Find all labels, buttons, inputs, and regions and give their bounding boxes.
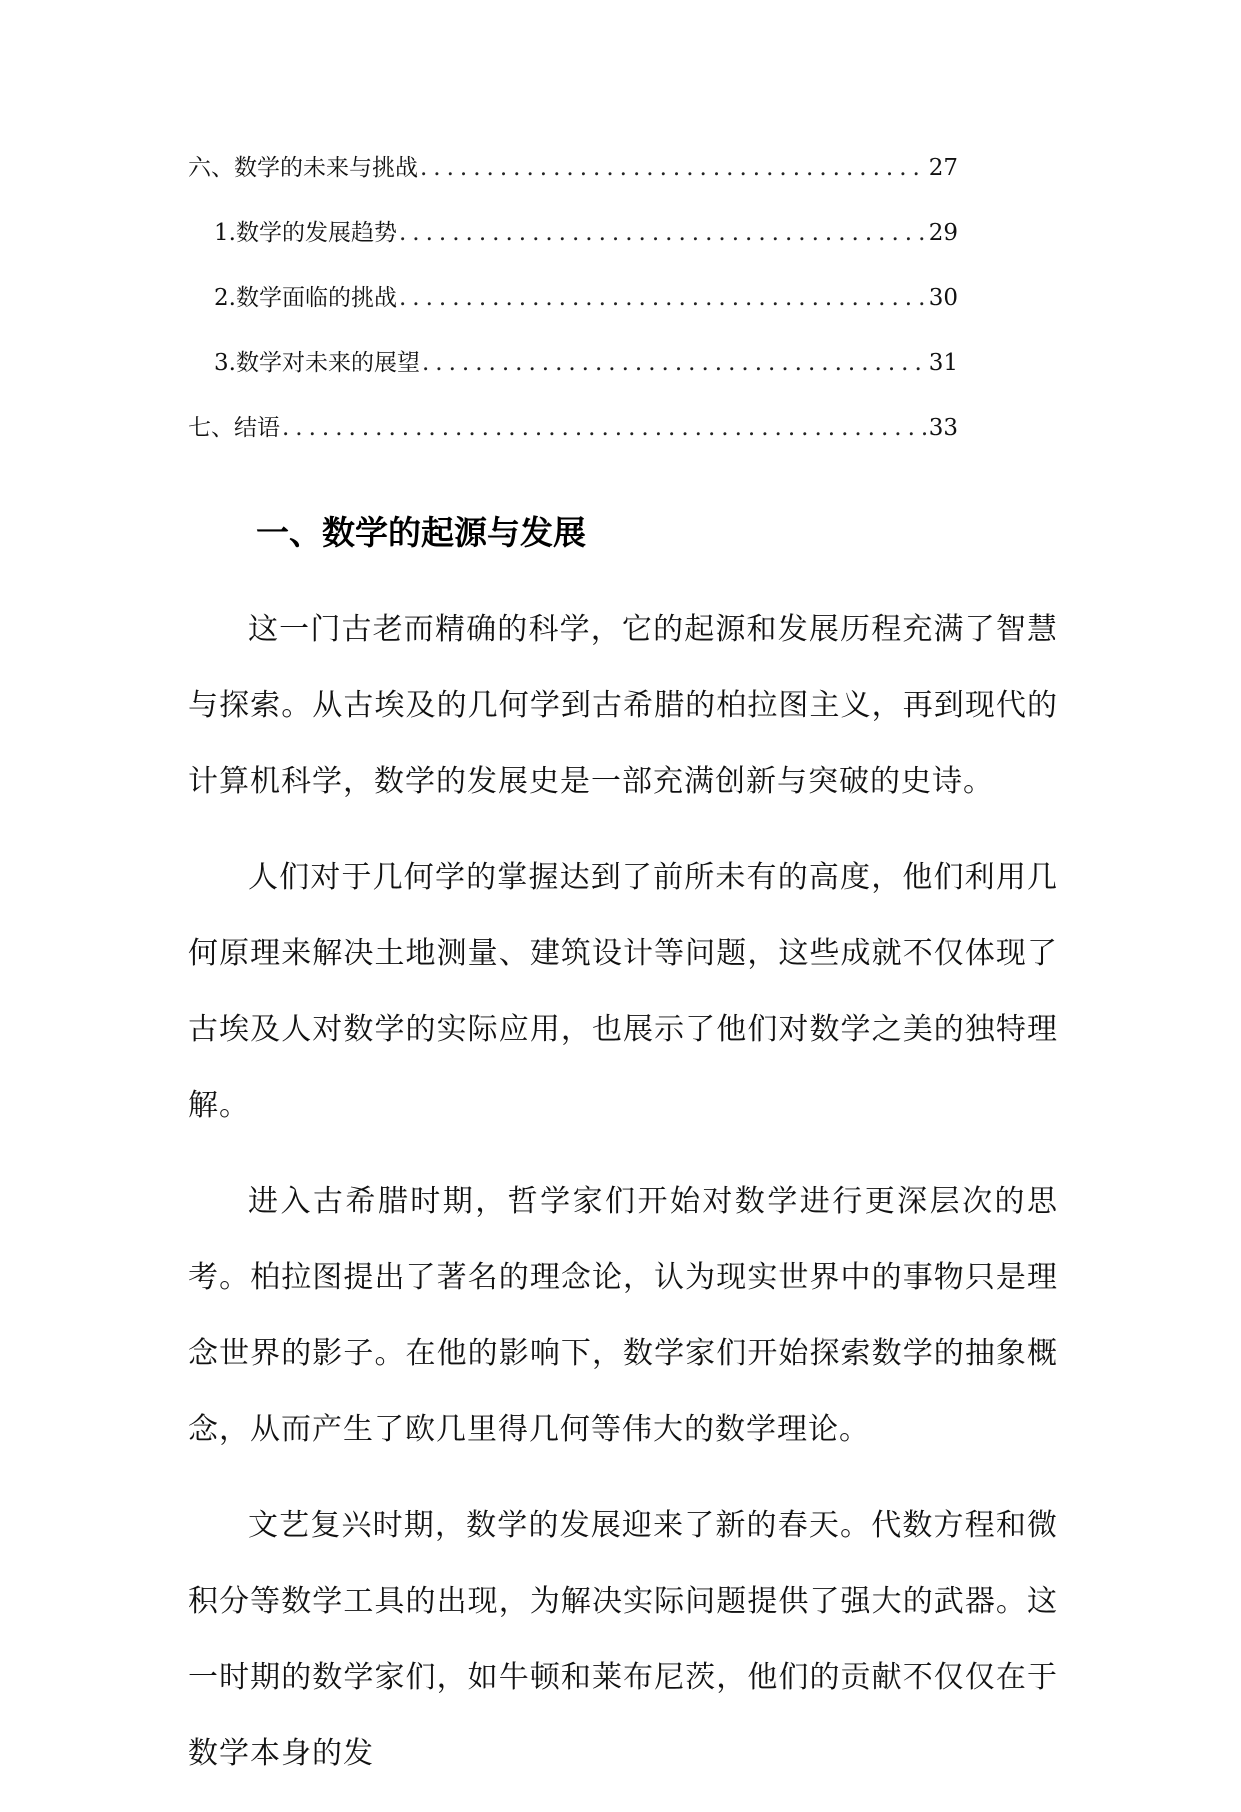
body-text [188,592,1058,1812]
toc-entry-page: 30 [928,285,958,311]
paragraph: 这一门古老而精确的科学，它的起源和发展历程充满了智慧与探索。从古埃及的几何学到古希腊的柏拉图主义，再到现代的计算机科学，数学的发展史是一部充满创新与突破的史诗。 [188,612,1058,799]
toc-entry-page: 31 [928,350,958,376]
toc-leader-dots [282,408,927,448]
toc-entry-title: 七、结语 [188,415,280,441]
toc-entry-number: 2. [214,285,236,311]
toc-entry[interactable] [188,343,958,408]
toc-entry-page: 29 [928,220,958,246]
paragraph: 进入古希腊时期，哲学家们开始对数学进行更深层次的思考。柏拉图提出了著名的理念论，认为现实世界中的事物只是理念世界的影子。在他的影响下，数学家们开始探索数学的抽象概念，从而产生了欧几里得几何等伟大的数学理论。 [188,1184,1058,1447]
toc-entry[interactable] [188,148,958,213]
toc-leader-dots [420,148,927,188]
toc-entry-title: 数学面临的挑战 [235,285,397,311]
toc-entry-title: 数学的发展趋势 [235,220,397,246]
toc-entry[interactable] [188,213,958,278]
toc-entry[interactable] [188,408,958,473]
toc-entry-title: 数学对未来的展望 [235,350,420,376]
toc-entry-title: 六、数学的未来与挑战 [188,155,418,181]
paragraph: 文艺复兴时期，数学的发展迎来了新的春天。代数方程和微积分等数学工具的出现，为解决实际问题提供了强大的武器。这一时期的数学家们，如牛顿和莱布尼茨，他们的贡献不仅仅在于数学本身的发 [188,1508,1058,1771]
toc-entry-number: 3. [214,350,236,376]
toc-entry[interactable] [188,278,958,343]
paragraph: 人们对于几何学的掌握达到了前所未有的高度，他们利用几何原理来解决土地测量、建筑设计等问题，这些成就不仅体现了古埃及人对数学的实际应用，也展示了他们对数学之美的独特理解。 [188,860,1058,1123]
toc-leader-dots [399,278,927,318]
toc-leader-dots [399,213,927,253]
toc-entry-number: 1. [214,220,236,246]
table-of-contents [188,148,958,473]
toc-entry-page: 27 [928,155,958,181]
toc-leader-dots [422,343,927,383]
section-heading: 一、数学的起源与发展 [256,513,586,552]
toc-entry-page: 33 [928,415,958,441]
